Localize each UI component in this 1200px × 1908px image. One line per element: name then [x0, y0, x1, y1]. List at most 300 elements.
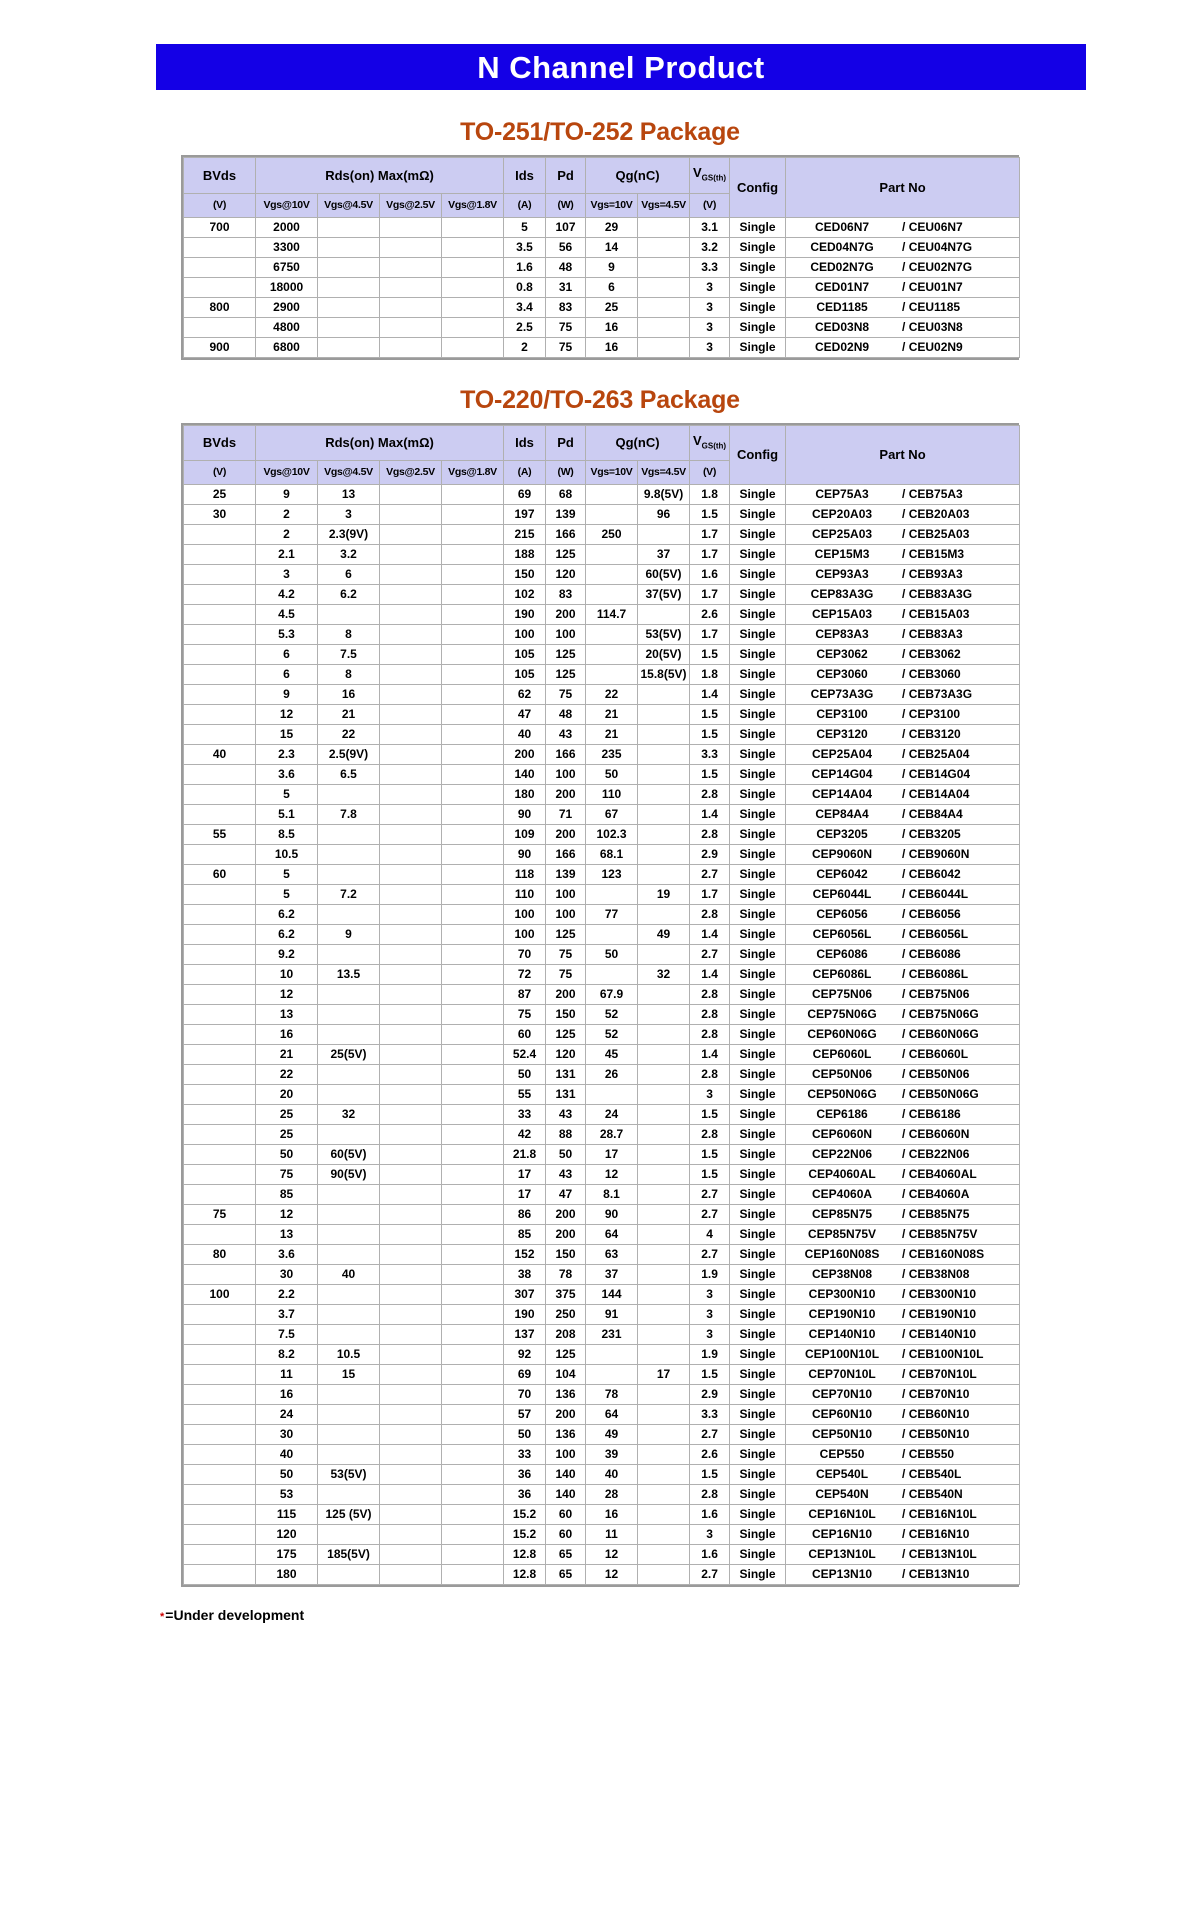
cell-config: Single: [730, 965, 786, 985]
cell-rds-vgs10: 9: [256, 685, 318, 705]
cell-config: Single: [730, 1305, 786, 1325]
cell-ids: 36: [504, 1465, 546, 1485]
part-alternate: / CEB3205: [902, 827, 961, 842]
cell-rds-vgs18: [442, 785, 504, 805]
cell-vgsth: 1.8: [690, 665, 730, 685]
cell-rds-vgs25: [380, 1285, 442, 1305]
cell-qg-vgs10: 67.9: [586, 985, 638, 1005]
part-primary: CEP3120: [816, 727, 868, 742]
cell-config: Single: [730, 1345, 786, 1365]
table-row: [184, 1045, 1020, 1065]
cell-ids: 85: [504, 1225, 546, 1245]
cell-pd: 83: [546, 585, 586, 605]
cell-config: Single: [730, 1225, 786, 1245]
cell-rds-vgs18: [442, 945, 504, 965]
part-alternate: / CEB15M3: [902, 547, 965, 562]
cell-rds-vgs25: [380, 845, 442, 865]
part-primary: CEP3100: [816, 707, 868, 722]
part-primary: CEP22N06: [812, 1147, 873, 1162]
cell-bvds: [184, 985, 256, 1005]
col-ids-unit: (A): [504, 461, 546, 485]
cell-qg-vgs10: [586, 485, 638, 505]
cell-config: Single: [730, 525, 786, 545]
part-alternate: / CEB14G04: [902, 767, 971, 782]
cell-qg-vgs10: [586, 625, 638, 645]
part-primary: CEP84A4: [815, 807, 869, 822]
cell-rds-vgs18: [442, 1425, 504, 1445]
cell-rds-vgs25: [380, 1305, 442, 1325]
cell-pd: 56: [546, 237, 586, 257]
cell-ids: 62: [504, 685, 546, 705]
cell-rds-vgs45: 13: [318, 485, 380, 505]
cell-rds-vgs45: [318, 785, 380, 805]
table-row: [184, 257, 1020, 277]
cell-ids: 92: [504, 1345, 546, 1365]
cell-bvds: [184, 525, 256, 545]
cell-qg-vgs45: [638, 1025, 690, 1045]
cell-ids: 100: [504, 925, 546, 945]
cell-pd: 43: [546, 1105, 586, 1125]
cell-rds-vgs45: 6.2: [318, 585, 380, 605]
cell-pd: 136: [546, 1425, 586, 1445]
cell-bvds: [184, 685, 256, 705]
cell-vgsth: 3: [690, 1285, 730, 1305]
cell-qg-vgs45: [638, 905, 690, 925]
cell-partno: [786, 1305, 1020, 1325]
cell-vgsth: 2.6: [690, 605, 730, 625]
cell-qg-vgs45: [638, 725, 690, 745]
cell-pd: 125: [546, 665, 586, 685]
table-row: [184, 1385, 1020, 1405]
cell-ids: 197: [504, 505, 546, 525]
part-primary: CEP75N06G: [807, 1007, 877, 1022]
cell-rds-vgs25: [380, 317, 442, 337]
cell-rds-vgs45: [318, 985, 380, 1005]
cell-bvds: [184, 1185, 256, 1205]
col-qg-vgs10: Vgs=10V: [586, 193, 638, 217]
cell-rds-vgs45: 22: [318, 725, 380, 745]
cell-bvds: [184, 1105, 256, 1125]
cell-pd: 100: [546, 1445, 586, 1465]
part-primary: CEP4060A: [812, 1187, 873, 1202]
cell-config: Single: [730, 217, 786, 237]
cell-ids: 17: [504, 1185, 546, 1205]
part-primary: CEP60N06G: [807, 1027, 877, 1042]
cell-rds-vgs25: [380, 1105, 442, 1125]
cell-config: Single: [730, 237, 786, 257]
col-bvds: BVds: [184, 158, 256, 194]
part-alternate: / CEB15A03: [902, 607, 970, 622]
cell-qg-vgs10: 12: [586, 1165, 638, 1185]
cell-vgsth: 1.5: [690, 765, 730, 785]
table-row: [184, 565, 1020, 585]
part-primary: CED01N7: [815, 279, 870, 294]
cell-rds-vgs45: [318, 297, 380, 317]
cell-vgsth: 3: [690, 337, 730, 357]
cell-partno: [786, 945, 1020, 965]
cell-rds-vgs10: 120: [256, 1525, 318, 1545]
cell-qg-vgs10: 37: [586, 1265, 638, 1285]
cell-vgsth: 2.6: [690, 1445, 730, 1465]
cell-rds-vgs45: [318, 1305, 380, 1325]
cell-rds-vgs25: [380, 785, 442, 805]
cell-bvds: [184, 1365, 256, 1385]
cell-ids: 200: [504, 745, 546, 765]
table-row: [184, 545, 1020, 565]
cell-qg-vgs10: 28: [586, 1485, 638, 1505]
part-alternate: / CEB3060: [902, 667, 961, 682]
cell-rds-vgs18: [442, 1405, 504, 1425]
cell-pd: 50: [546, 1145, 586, 1165]
table-row: [184, 1465, 1020, 1485]
part-alternate: / CEB75N06: [902, 987, 970, 1002]
cell-bvds: [184, 725, 256, 745]
cell-qg-vgs45: [638, 1565, 690, 1585]
cell-qg-vgs45: [638, 1325, 690, 1345]
cell-rds-vgs25: [380, 297, 442, 317]
cell-rds-vgs10: 8.2: [256, 1345, 318, 1365]
part-alternate: / CEP3100: [902, 707, 961, 722]
col-rdson: Rds(on) Max(mΩ): [256, 425, 504, 461]
cell-rds-vgs18: [442, 1245, 504, 1265]
cell-rds-vgs18: [442, 865, 504, 885]
col-rds-vgs45: Vgs@4.5V: [318, 461, 380, 485]
cell-config: Single: [730, 1265, 786, 1285]
cell-rds-vgs10: 6.2: [256, 905, 318, 925]
cell-bvds: [184, 1485, 256, 1505]
table-row: [184, 1125, 1020, 1145]
cell-partno: [786, 1505, 1020, 1525]
part-primary: CEP540L: [816, 1467, 869, 1482]
part-primary: CEP20A03: [812, 507, 873, 522]
cell-pd: 140: [546, 1465, 586, 1485]
cell-vgsth: 3.3: [690, 745, 730, 765]
cell-bvds: 75: [184, 1205, 256, 1225]
page-banner: [156, 44, 1086, 90]
cell-qg-vgs10: 68.1: [586, 845, 638, 865]
cell-ids: 90: [504, 805, 546, 825]
cell-rds-vgs18: [442, 1385, 504, 1405]
part-primary: CEP6086L: [812, 967, 872, 982]
cell-bvds: [184, 805, 256, 825]
table-row: [184, 1505, 1020, 1525]
cell-vgsth: 3.2: [690, 237, 730, 257]
cell-vgsth: 1.9: [690, 1265, 730, 1285]
cell-partno: [786, 845, 1020, 865]
cell-bvds: [184, 845, 256, 865]
cell-pd: 60: [546, 1525, 586, 1545]
cell-vgsth: 3: [690, 1325, 730, 1345]
cell-rds-vgs25: [380, 1125, 442, 1145]
cell-rds-vgs10: 2900: [256, 297, 318, 317]
cell-rds-vgs18: [442, 1365, 504, 1385]
cell-rds-vgs10: 6: [256, 665, 318, 685]
cell-bvds: 100: [184, 1285, 256, 1305]
cell-rds-vgs18: [442, 1005, 504, 1025]
cell-rds-vgs25: [380, 1185, 442, 1205]
cell-rds-vgs45: [318, 317, 380, 337]
cell-rds-vgs45: [318, 1005, 380, 1025]
cell-qg-vgs10: 63: [586, 1245, 638, 1265]
cell-rds-vgs18: [442, 585, 504, 605]
cell-bvds: [184, 1025, 256, 1045]
part-alternate: / CEB6042: [902, 867, 961, 882]
part-primary: CEP16N10: [812, 1527, 873, 1542]
cell-qg-vgs45: 15.8(5V): [638, 665, 690, 685]
part-primary: CEP6056L: [812, 927, 872, 942]
part-primary: CEP3060: [816, 667, 868, 682]
cell-rds-vgs45: [318, 605, 380, 625]
cell-partno: [786, 865, 1020, 885]
cell-rds-vgs45: [318, 945, 380, 965]
cell-config: Single: [730, 905, 786, 925]
cell-qg-vgs45: 19: [638, 885, 690, 905]
cell-rds-vgs18: [442, 905, 504, 925]
cell-rds-vgs25: [380, 625, 442, 645]
cell-qg-vgs45: [638, 1385, 690, 1405]
cell-qg-vgs45: 49: [638, 925, 690, 945]
cell-ids: 110: [504, 885, 546, 905]
cell-qg-vgs45: [638, 705, 690, 725]
cell-ids: 109: [504, 825, 546, 845]
cell-rds-vgs25: [380, 825, 442, 845]
cell-rds-vgs18: [442, 605, 504, 625]
section-title-to220: TO-220/TO-263 Package: [460, 385, 740, 414]
cell-bvds: [184, 1465, 256, 1485]
cell-rds-vgs45: 8: [318, 625, 380, 645]
cell-ids: 152: [504, 1245, 546, 1265]
table-header: [184, 425, 1020, 485]
cell-rds-vgs45: 53(5V): [318, 1465, 380, 1485]
cell-partno: [786, 525, 1020, 545]
cell-qg-vgs10: 28.7: [586, 1125, 638, 1145]
cell-vgsth: 3: [690, 1305, 730, 1325]
part-alternate: / CEB25A04: [902, 747, 970, 762]
cell-vgsth: 1.5: [690, 1165, 730, 1185]
cell-vgsth: 1.7: [690, 545, 730, 565]
cell-pd: 75: [546, 965, 586, 985]
cell-qg-vgs45: 60(5V): [638, 565, 690, 585]
cell-partno: [786, 485, 1020, 505]
cell-config: Single: [730, 1205, 786, 1225]
cell-partno: [786, 277, 1020, 297]
cell-ids: 70: [504, 945, 546, 965]
cell-bvds: 25: [184, 485, 256, 505]
cell-rds-vgs18: [442, 985, 504, 1005]
cell-rds-vgs10: 6750: [256, 257, 318, 277]
cell-vgsth: 1.5: [690, 725, 730, 745]
cell-bvds: [184, 1545, 256, 1565]
cell-rds-vgs45: [318, 905, 380, 925]
cell-rds-vgs25: [380, 505, 442, 525]
cell-qg-vgs45: [638, 1345, 690, 1365]
cell-bvds: [184, 1325, 256, 1345]
cell-config: Single: [730, 785, 786, 805]
cell-rds-vgs25: [380, 1245, 442, 1265]
cell-rds-vgs18: [442, 237, 504, 257]
table-row: [184, 297, 1020, 317]
cell-pd: 140: [546, 1485, 586, 1505]
cell-rds-vgs45: [318, 1485, 380, 1505]
cell-bvds: 800: [184, 297, 256, 317]
cell-bvds: [184, 925, 256, 945]
table-row: [184, 1185, 1020, 1205]
cell-vgsth: 3: [690, 297, 730, 317]
cell-rds-vgs18: [442, 565, 504, 585]
col-qg: Qg(nC): [586, 158, 690, 194]
cell-qg-vgs10: 123: [586, 865, 638, 885]
cell-qg-vgs45: 96: [638, 505, 690, 525]
cell-config: Single: [730, 705, 786, 725]
cell-partno: [786, 745, 1020, 765]
cell-rds-vgs18: [442, 1025, 504, 1045]
cell-rds-vgs18: [442, 925, 504, 945]
part-alternate: / CEB4060A: [902, 1187, 970, 1202]
cell-qg-vgs10: [586, 565, 638, 585]
cell-rds-vgs10: 4.5: [256, 605, 318, 625]
cell-partno: [786, 1525, 1020, 1545]
cell-qg-vgs45: [638, 685, 690, 705]
cell-vgsth: 2.7: [690, 1185, 730, 1205]
cell-rds-vgs25: [380, 1485, 442, 1505]
cell-bvds: [184, 1085, 256, 1105]
cell-pd: 75: [546, 945, 586, 965]
cell-ids: 60: [504, 1025, 546, 1045]
spec-table-to220: [183, 425, 1020, 1586]
cell-pd: 100: [546, 905, 586, 925]
table-row: [184, 1205, 1020, 1225]
cell-rds-vgs45: 16: [318, 685, 380, 705]
cell-ids: 90: [504, 845, 546, 865]
cell-rds-vgs18: [442, 1065, 504, 1085]
cell-qg-vgs10: 24: [586, 1105, 638, 1125]
cell-rds-vgs18: [442, 625, 504, 645]
cell-bvds: 700: [184, 217, 256, 237]
cell-rds-vgs18: [442, 685, 504, 705]
cell-pd: 100: [546, 885, 586, 905]
cell-qg-vgs10: [586, 1085, 638, 1105]
cell-vgsth: 1.5: [690, 1365, 730, 1385]
cell-config: Single: [730, 1505, 786, 1525]
cell-qg-vgs45: [638, 1225, 690, 1245]
part-alternate: / CEB6056L: [902, 927, 969, 942]
cell-rds-vgs25: [380, 645, 442, 665]
cell-rds-vgs25: [380, 1445, 442, 1465]
col-rds-vgs10: Vgs@10V: [256, 193, 318, 217]
cell-pd: 43: [546, 1165, 586, 1185]
table-row: [184, 645, 1020, 665]
cell-rds-vgs18: [442, 505, 504, 525]
part-primary: CEP38N08: [812, 1267, 873, 1282]
cell-qg-vgs10: [586, 545, 638, 565]
cell-pd: 208: [546, 1325, 586, 1345]
part-primary: CEP93A3: [815, 567, 869, 582]
cell-pd: 75: [546, 685, 586, 705]
cell-config: Single: [730, 565, 786, 585]
cell-rds-vgs25: [380, 1225, 442, 1245]
cell-pd: 71: [546, 805, 586, 825]
cell-ids: 1.6: [504, 257, 546, 277]
cell-rds-vgs45: 7.2: [318, 885, 380, 905]
table-row: [184, 337, 1020, 357]
section-title-to251: TO-251/TO-252 Package: [460, 118, 740, 146]
cell-ids: 69: [504, 485, 546, 505]
cell-rds-vgs45: 15: [318, 1365, 380, 1385]
part-alternate: / CEB9060N: [902, 847, 970, 862]
col-bvds: BVds: [184, 425, 256, 461]
cell-vgsth: 2.9: [690, 1385, 730, 1405]
cell-qg-vgs45: [638, 845, 690, 865]
cell-vgsth: 1.5: [690, 505, 730, 525]
part-primary: CEP6060L: [812, 1047, 872, 1062]
cell-pd: 120: [546, 565, 586, 585]
part-alternate: / CEB93A3: [902, 567, 963, 582]
cell-partno: [786, 337, 1020, 357]
cell-qg-vgs10: 114.7: [586, 605, 638, 625]
cell-config: Single: [730, 685, 786, 705]
cell-bvds: [184, 765, 256, 785]
part-alternate: / CEB85N75V: [902, 1227, 978, 1242]
table-row: [184, 625, 1020, 645]
cell-rds-vgs45: [318, 1525, 380, 1545]
table-row: [184, 765, 1020, 785]
table-row: [184, 1485, 1020, 1505]
cell-qg-vgs10: [586, 885, 638, 905]
cell-rds-vgs25: [380, 1025, 442, 1045]
cell-rds-vgs25: [380, 1505, 442, 1525]
table-body-to251: [184, 217, 1020, 357]
table-row: [184, 585, 1020, 605]
col-qg-vgs45: Vgs=4.5V: [638, 461, 690, 485]
cell-rds-vgs25: [380, 1065, 442, 1085]
cell-rds-vgs45: 7.8: [318, 805, 380, 825]
cell-rds-vgs10: 75: [256, 1165, 318, 1185]
cell-rds-vgs25: [380, 1465, 442, 1485]
footnote-text: =Under development: [165, 1607, 305, 1624]
cell-rds-vgs18: [442, 845, 504, 865]
cell-pd: 100: [546, 765, 586, 785]
cell-pd: 107: [546, 217, 586, 237]
cell-rds-vgs10: 5.1: [256, 805, 318, 825]
cell-ids: 33: [504, 1105, 546, 1125]
table-row: [184, 317, 1020, 337]
cell-ids: 137: [504, 1325, 546, 1345]
cell-rds-vgs18: [442, 545, 504, 565]
table-row: [184, 1245, 1020, 1265]
cell-qg-vgs45: [638, 1205, 690, 1225]
part-alternate: / CEB6056: [902, 907, 961, 922]
cell-config: Single: [730, 257, 786, 277]
cell-bvds: 900: [184, 337, 256, 357]
cell-qg-vgs45: [638, 1445, 690, 1465]
cell-qg-vgs10: [586, 665, 638, 685]
part-alternate: / CEB6086L: [902, 967, 969, 982]
table-row: [184, 1445, 1020, 1465]
cell-rds-vgs45: [318, 825, 380, 845]
cell-vgsth: 1.7: [690, 525, 730, 545]
cell-rds-vgs25: [380, 1385, 442, 1405]
col-vgsth: $V_{GS(th)}$: [690, 425, 730, 461]
cell-rds-vgs45: [318, 1185, 380, 1205]
part-primary: CEP83A3G: [810, 587, 874, 602]
cell-qg-vgs45: [638, 1305, 690, 1325]
cell-rds-vgs18: [442, 745, 504, 765]
cell-pd: 31: [546, 277, 586, 297]
cell-qg-vgs45: [638, 297, 690, 317]
cell-rds-vgs18: [442, 1525, 504, 1545]
cell-config: Single: [730, 1545, 786, 1565]
cell-qg-vgs45: 17: [638, 1365, 690, 1385]
